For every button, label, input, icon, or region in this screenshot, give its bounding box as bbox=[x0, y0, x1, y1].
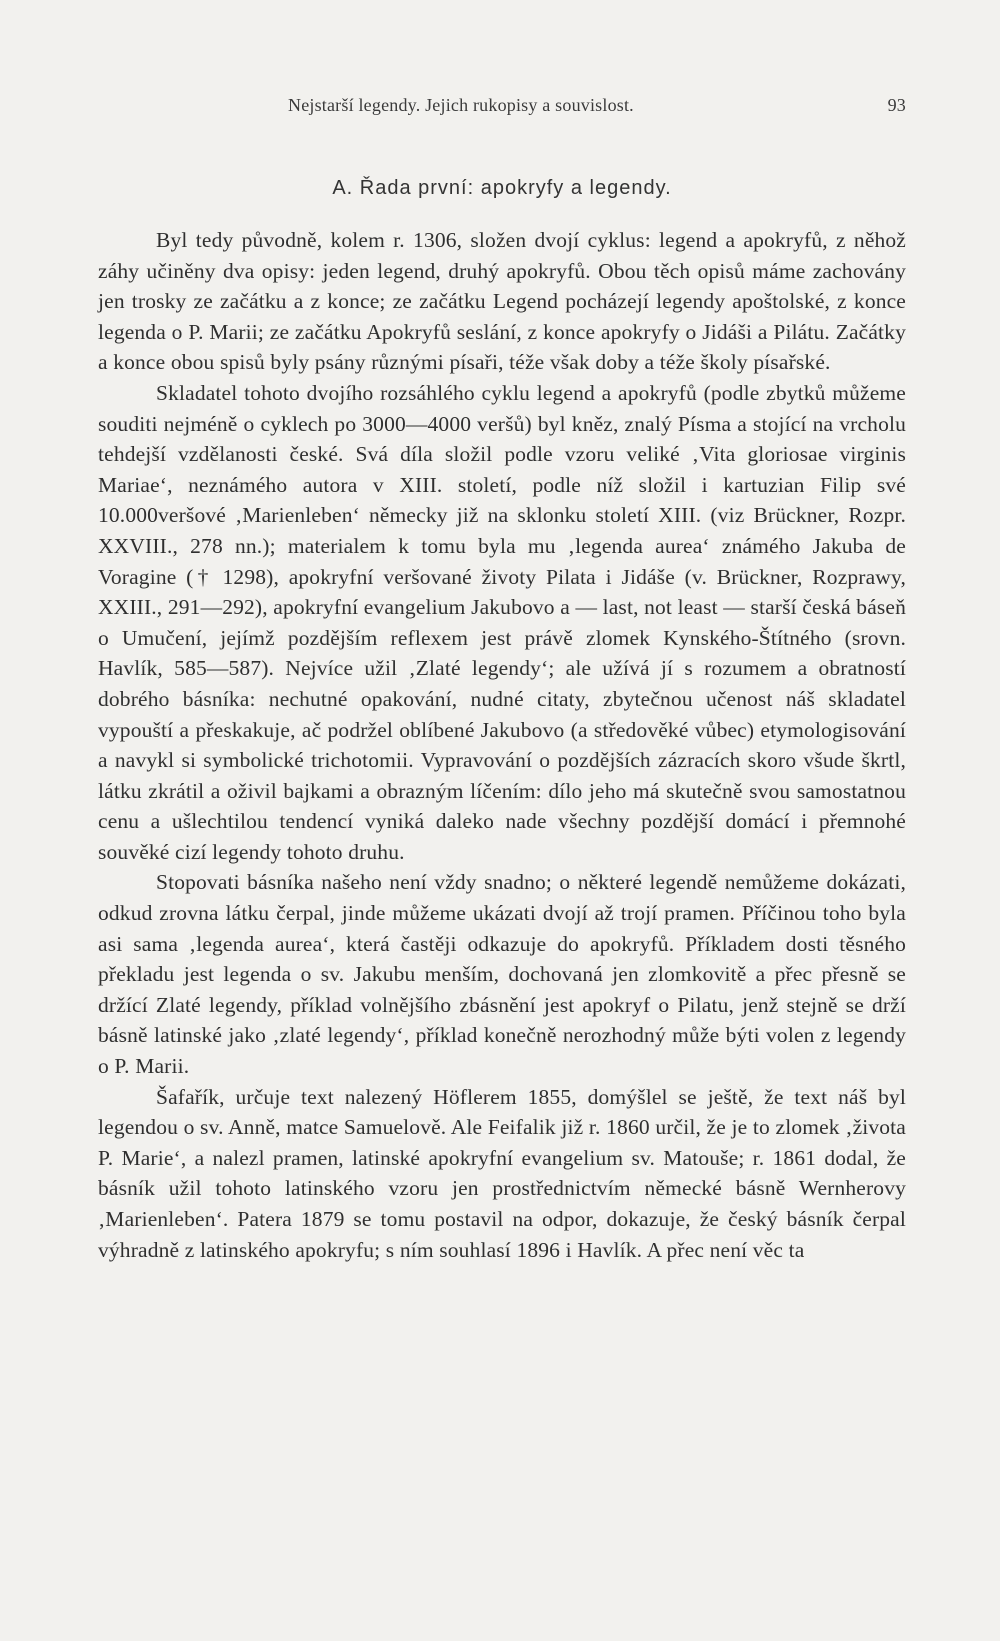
paragraph-4: Šafařík, určuje text nalezený Höflerem 1855, domýšlel se ještě, že text náš byl legendou o sv. Anně, matce Samuelově. Ale Feifalik již r. 1860 určil, že je to zlomek ‚života P. Marie‘, a nalezl pramen, latinské apokryfní evangelium sv. Matouše; r. 1861 dodal, že básník užil tohoto latinského vzoru jen prostřednictvím německé básně Wernherovy ‚Marienleben‘. Patera 1879 se tomu postavil na odpor, dokazuje, že český básník čerpal výhradně z latinského apokryfu; s ním souhlasí 1896 i Havlík. A přec není věc ta bbox=[98, 1084, 906, 1262]
running-title: Nejstarší legendy. Jejich rukopisy a souvislost. bbox=[288, 95, 634, 115]
paragraph-2: Skladatel tohoto dvojího rozsáhlého cyklu legend a apokryfů (podle zbytků můžeme souditi nejméně o cyklech po 3000—4000 veršů) byl kněz, znalý Písma a stojící na vrcholu tehdejší vzdělanosti české. Svá díla složil podle vzoru veliké ‚Vita gloriosae virginis Mariae‘, neznámého autora v XIII. století, podle níž složil i kartuzian Filip své 10.000veršové ‚Marienleben‘ německy již na sklonku století XIII. (viz Brückner, Rozpr. XXVIII., 278 nn.); materialem k tomu byla mu ‚legenda aurea‘ známého Jakuba de Voragine († 1298), apokryfní veršované životy Pilata i Jidáše (v. Brückner, Rozprawy, XXIII., 291—292), apokryfní evangelium Jakubovo a — last, not least — starší česká báseň o Umučení, jejímž pozdějším reflexem jest právě zlomek Kynského-Štítného (srovn. Havlík, 585—587). Nejvíce užil ‚Zlaté legendy‘; ale užívá jí s rozumem a obratností dobrého básníka: nechutné opakování, nudné citaty, zbytečnou učenost náš skladatel vypouští a přeskakuje, ač podržel oblíbené Jakubovo (a středověké vůbec) etymologisování a navykl si symbolické trichotomii. Vypravování o pozdějších zázracích skoro všude škrtl, látku zkrátil a oživil bajkami a obrazným líčením: dílo jeho má skutečně svou samostatnou cenu a ušlechtilou tendencí vyniká daleko nade všechny pozdější domácí i přemnohé souvěké cizí legendy tohoto druhu. bbox=[98, 380, 906, 864]
page-number: 93 bbox=[887, 95, 906, 115]
paragraph-1: Byl tedy původně, kolem r. 1306, složen dvojí cyklus: legend a apokryfů, z něhož záhy učiněny dva opisy: jeden legend, druhý apokryfů. Obou těch opisů máme zachovány jen trosky ze začátku a z konce; ze začátku Legend pocházejí legendy apoštolské, z konce legenda o P. Marii; ze začátku Apokryfů seslání, z konce apokryfy o Jidáši a Pilátu. Začátky a konce obou spisů byly psány různými písaři, téže však doby a téže školy písařské. bbox=[98, 228, 906, 375]
section-title: A. Řada první: apokryfy a legendy. bbox=[332, 177, 672, 199]
running-head bbox=[98, 95, 906, 119]
body-text bbox=[98, 225, 906, 1265]
paragraph-3: Stopovati básníka našeho není vždy snadno; o některé legendě nemůžeme dokázati, odkud zrovna látku čerpal, jinde můžeme ukázati dvojí až trojí pramen. Příčinou toho byla asi sama ‚legenda aurea‘, která častěji odkazuje do apokryfů. Příkladem dosti těsného překladu jest legenda o sv. Jakubu menším, dochovaná jen zlomkovitě a přec přesně se držící Zlaté legendy, příklad volnějšího zbásnění jest apokryf o Pilatu, jenž stejně se drží básně latinské jako ‚zlaté legendy‘, příklad konečně nerozhodný může býti volen z legendy o P. Marii. bbox=[98, 870, 906, 1079]
